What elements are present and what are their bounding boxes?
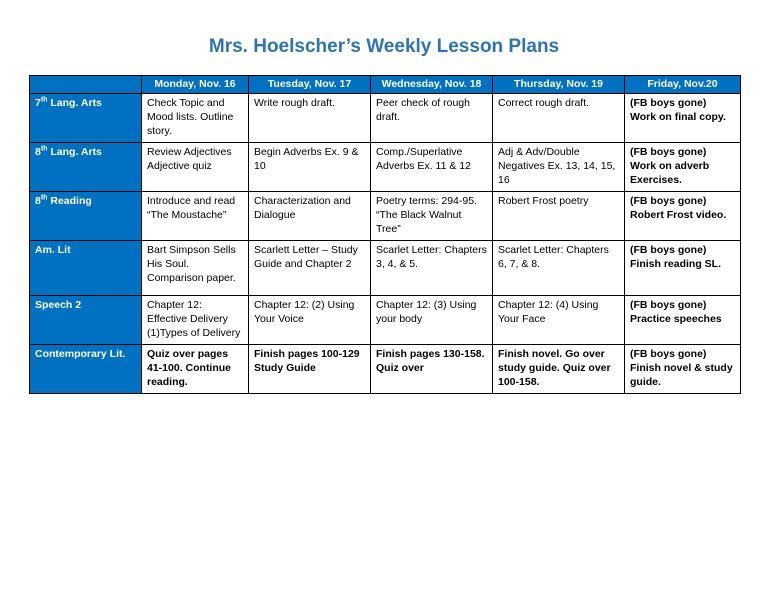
- class-name: 7th Lang. Arts: [30, 94, 142, 143]
- lesson-cell: Check Topic and Mood lists. Outline story.: [142, 94, 249, 143]
- lesson-cell: Characterization and Dialogue: [249, 192, 371, 241]
- table-row: [30, 345, 741, 394]
- lesson-cell: (FB boys gone) Practice speeches: [625, 296, 741, 345]
- lesson-cell: Introduce and read “The Moustache”: [142, 192, 249, 241]
- class-name: Am. Lit: [30, 241, 142, 296]
- class-name: 8th Lang. Arts: [30, 143, 142, 192]
- table-row: [30, 296, 741, 345]
- day-header: Monday, Nov. 16: [142, 76, 249, 94]
- lesson-cell: Peer check of rough draft.: [371, 94, 493, 143]
- lesson-cell: Poetry terms: 294-95. “The Black Walnut Tree”: [371, 192, 493, 241]
- lesson-cell: Scarlet Letter: Chapters 6, 7, & 8.: [493, 241, 625, 296]
- lesson-cell: Begin Adverbs Ex. 9 & 10: [249, 143, 371, 192]
- table-row: [30, 192, 741, 241]
- lesson-cell: (FB boys gone) Finish novel & study guide.: [625, 345, 741, 394]
- lesson-cell: Scarlet Letter: Chapters 3, 4, & 5.: [371, 241, 493, 296]
- lesson-cell: Bart Simpson Sells His Soul. Comparison paper.: [142, 241, 249, 296]
- lesson-cell: (FB boys gone) Finish reading SL.: [625, 241, 741, 296]
- page-title: Mrs. Hoelscher’s Weekly Lesson Plans: [208, 36, 560, 57]
- table-row: [30, 143, 741, 192]
- lesson-cell: Finish pages 100-129 Study Guide: [249, 345, 371, 394]
- lesson-cell: Finish pages 130-158. Quiz over: [371, 345, 493, 394]
- lesson-cell: Write rough draft.: [249, 94, 371, 143]
- corner-cell: [30, 76, 142, 94]
- lesson-cell: Chapter 12: (2) Using Your Voice: [249, 296, 371, 345]
- class-name: Contemporary Lit.: [30, 345, 142, 394]
- lesson-cell: Scarlett Letter – Study Guide and Chapter 2: [249, 241, 371, 296]
- lesson-cell: Robert Frost poetry: [493, 192, 625, 241]
- table-row: [30, 94, 741, 143]
- header-row: [30, 76, 741, 94]
- lesson-cell: (FB boys gone) Robert Frost video.: [625, 192, 741, 241]
- lesson-plan-table: [29, 75, 741, 394]
- day-header: Friday, Nov.20: [625, 76, 741, 94]
- class-name: 8th Reading: [30, 192, 142, 241]
- lesson-cell: Chapter 12: (4) Using Your Face: [493, 296, 625, 345]
- day-header: Thursday, Nov. 19: [493, 76, 625, 94]
- day-header: Wednesday, Nov. 18: [371, 76, 493, 94]
- lesson-cell: (FB boys gone) Work on adverb Exercises.: [625, 143, 741, 192]
- lesson-cell: (FB boys gone) Work on final copy.: [625, 94, 741, 143]
- lesson-cell: Finish novel. Go over study guide. Quiz over 100-158.: [493, 345, 625, 394]
- lesson-cell: Chapter 12: (3) Using your body: [371, 296, 493, 345]
- table-row: [30, 241, 741, 296]
- class-name: Speech 2: [30, 296, 142, 345]
- lesson-cell: Adj & Adv/Double Negatives Ex. 13, 14, 15, 16: [493, 143, 625, 192]
- lesson-cell: Quiz over pages 41-100. Continue reading.: [142, 345, 249, 394]
- lesson-cell: Comp./Superlative Adverbs Ex. 11 & 12: [371, 143, 493, 192]
- day-header: Tuesday, Nov. 17: [249, 76, 371, 94]
- lesson-cell: Correct rough draft.: [493, 94, 625, 143]
- lesson-cell: Review Adjectives Adjective quiz: [142, 143, 249, 192]
- lesson-cell: Chapter 12: Effective Delivery (1)Types of Delivery: [142, 296, 249, 345]
